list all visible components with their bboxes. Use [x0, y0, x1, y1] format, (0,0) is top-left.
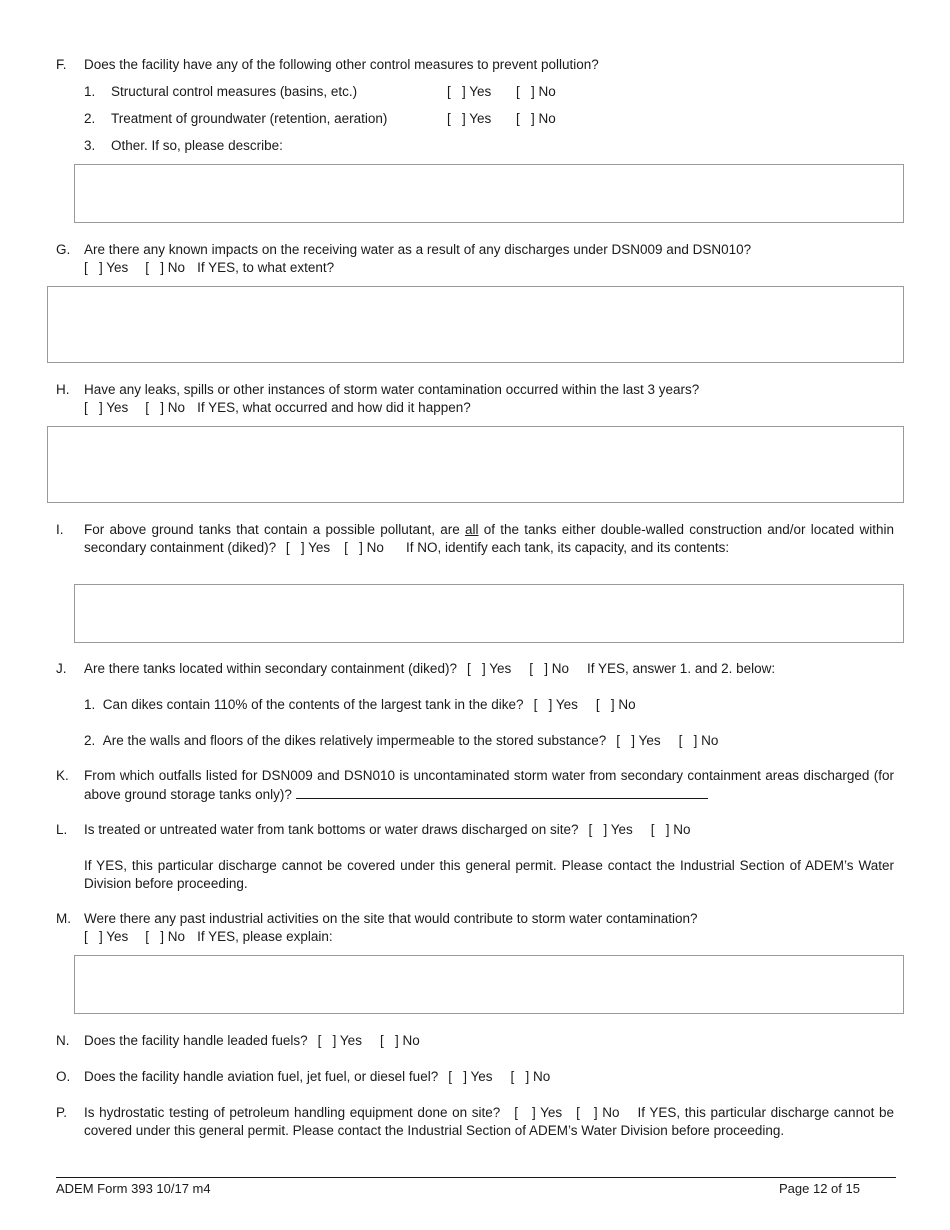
item-number: 2.	[84, 111, 96, 126]
k-outfalls-field[interactable]	[296, 785, 708, 799]
question-f-letter: F.	[56, 57, 67, 72]
question-i-letter: I.	[56, 522, 64, 537]
h-followup: If YES, what occurred and how did it happen?	[197, 400, 471, 415]
item-label: Structural control measures (basins, etc.)	[111, 84, 358, 99]
j2-yes-checkbox[interactable]: [ ] Yes	[616, 733, 661, 748]
footer-form-id: ADEM Form 393 10/17 m4	[56, 1181, 211, 1196]
g-yes-checkbox[interactable]: [ ] Yes	[84, 260, 129, 275]
question-j-item-1	[84, 696, 636, 714]
j-followup: If YES, answer 1. and 2. below:	[587, 661, 776, 676]
o-yes-checkbox[interactable]: [ ] Yes	[448, 1069, 493, 1084]
question-l-letter: L.	[56, 822, 68, 837]
item-number: 2.	[84, 733, 96, 748]
question-o-letter: O.	[56, 1069, 71, 1084]
question-k-text	[84, 767, 894, 804]
p-no-checkbox[interactable]: [ ] No	[576, 1105, 620, 1120]
question-n-text	[84, 1032, 894, 1050]
m-explain-textbox[interactable]	[74, 955, 904, 1014]
item-number: 3.	[84, 138, 96, 153]
footer-page-number: Page 12 of 15	[779, 1181, 860, 1196]
item-label: Treatment of groundwater (retention, aeration)	[111, 111, 388, 126]
item-label: Can dikes contain 110% of the contents of the largest tank in the dike?	[102, 697, 524, 712]
i-no-checkbox[interactable]: [ ] No	[344, 540, 384, 555]
f-describe-textbox[interactable]	[74, 164, 904, 223]
j1-yes-checkbox[interactable]: [ ] Yes	[533, 697, 578, 712]
f1-no-checkbox[interactable]: [ ] No	[516, 84, 556, 99]
item-number: 1.	[84, 697, 96, 712]
question-m-text	[84, 910, 894, 946]
item-label: Other. If so, please describe:	[111, 138, 283, 153]
footer-divider	[56, 1177, 896, 1178]
i-text-after: of the tanks either double-walled construction and/or located within secondary containment (diked)?	[84, 522, 895, 555]
f1-yes-checkbox[interactable]: [ ] Yes	[447, 84, 492, 99]
question-f-item-2	[84, 110, 387, 128]
question-p-text	[84, 1104, 894, 1140]
j2-no-checkbox[interactable]: [ ] No	[678, 733, 719, 748]
j-no-checkbox[interactable]: [ ] No	[529, 661, 570, 676]
question-p-question: Is hydrostatic testing of petroleum handling equipment done on site?	[84, 1105, 501, 1120]
g-no-checkbox[interactable]: [ ] No	[145, 260, 186, 275]
m-no-checkbox[interactable]: [ ] No	[145, 929, 186, 944]
l-note: If YES, this particular discharge cannot be covered under this general permit. Please contact the Industrial Section of ADEM’s Water Division before proceeding.	[84, 858, 894, 891]
l-no-checkbox[interactable]: [ ] No	[650, 822, 691, 837]
l-yes-checkbox[interactable]: [ ] Yes	[588, 822, 633, 837]
item-label: Are the walls and floors of the dikes relatively impermeable to the stored substance?	[102, 733, 607, 748]
question-l-question: Is treated or untreated water from tank bottoms or water draws discharged on site?	[84, 822, 579, 837]
question-j-question: Are there tanks located within secondary containment (diked)?	[84, 661, 457, 676]
question-l-text	[84, 821, 894, 839]
i-text-before: For above ground tanks that contain a possible pollutant, are	[84, 522, 465, 537]
question-n-question: Does the facility handle leaded fuels?	[84, 1033, 308, 1048]
question-k-question: From which outfalls listed for DSN009 and DSN010 is uncontaminated storm water from secondary containment areas discharged (for above ground storage tanks only)?	[84, 768, 894, 802]
question-k-letter: K.	[56, 768, 69, 783]
question-f-text: Does the facility have any of the following other control measures to prevent pollution?	[84, 57, 599, 72]
p-yes-checkbox[interactable]: [ ] Yes	[514, 1105, 563, 1120]
question-f-item-1	[84, 83, 357, 101]
p-note: If YES, this particular discharge cannot be covered under this general permit. Please contact the Industrial Section of ADEM’s Water Division before proceeding.	[84, 1105, 894, 1138]
question-m-letter: M.	[56, 911, 71, 926]
h-yes-checkbox[interactable]: [ ] Yes	[84, 400, 129, 415]
question-g-text	[84, 241, 894, 277]
h-occurrence-textbox[interactable]	[47, 426, 904, 503]
n-no-checkbox[interactable]: [ ] No	[379, 1033, 420, 1048]
f2-no-checkbox[interactable]: [ ] No	[516, 111, 556, 126]
question-f-item-3	[84, 137, 283, 155]
n-yes-checkbox[interactable]: [ ] Yes	[317, 1033, 362, 1048]
question-g-letter: G.	[56, 242, 71, 257]
f2-yes-checkbox[interactable]: [ ] Yes	[447, 111, 492, 126]
j-yes-checkbox[interactable]: [ ] Yes	[466, 661, 512, 676]
m-yes-checkbox[interactable]: [ ] Yes	[84, 929, 129, 944]
question-o-text	[84, 1068, 894, 1086]
m-followup: If YES, please explain:	[197, 929, 333, 944]
question-m-question: Were there any past industrial activities on the site that would contribute to storm water contamination?	[84, 911, 698, 926]
question-o-question: Does the facility handle aviation fuel, jet fuel, or diesel fuel?	[84, 1069, 439, 1084]
i-tanks-textbox[interactable]	[74, 584, 904, 643]
question-g-question: Are there any known impacts on the receiving water as a result of any discharges under DSN009 and DSN010?	[84, 242, 752, 257]
question-h-letter: H.	[56, 382, 70, 397]
i-followup: If NO, identify each tank, its capacity, and its contents:	[405, 540, 730, 555]
question-j-item-2	[84, 732, 718, 750]
question-p-letter: P.	[56, 1105, 68, 1120]
i-yes-checkbox[interactable]: [ ] Yes	[285, 540, 331, 555]
h-no-checkbox[interactable]: [ ] No	[145, 400, 186, 415]
j1-no-checkbox[interactable]: [ ] No	[595, 697, 636, 712]
question-h-text	[84, 381, 894, 417]
question-j-text	[84, 660, 894, 678]
i-underlined-word: all	[464, 522, 479, 537]
question-n-letter: N.	[56, 1033, 70, 1048]
question-j-letter: J.	[56, 661, 67, 676]
item-number: 1.	[84, 84, 96, 99]
question-h-question: Have any leaks, spills or other instances of storm water contamination occurred within the last 3 years?	[84, 382, 700, 397]
g-followup: If YES, to what extent?	[197, 260, 335, 275]
question-i-text	[84, 521, 894, 557]
g-extent-textbox[interactable]	[47, 286, 904, 363]
o-no-checkbox[interactable]: [ ] No	[510, 1069, 551, 1084]
